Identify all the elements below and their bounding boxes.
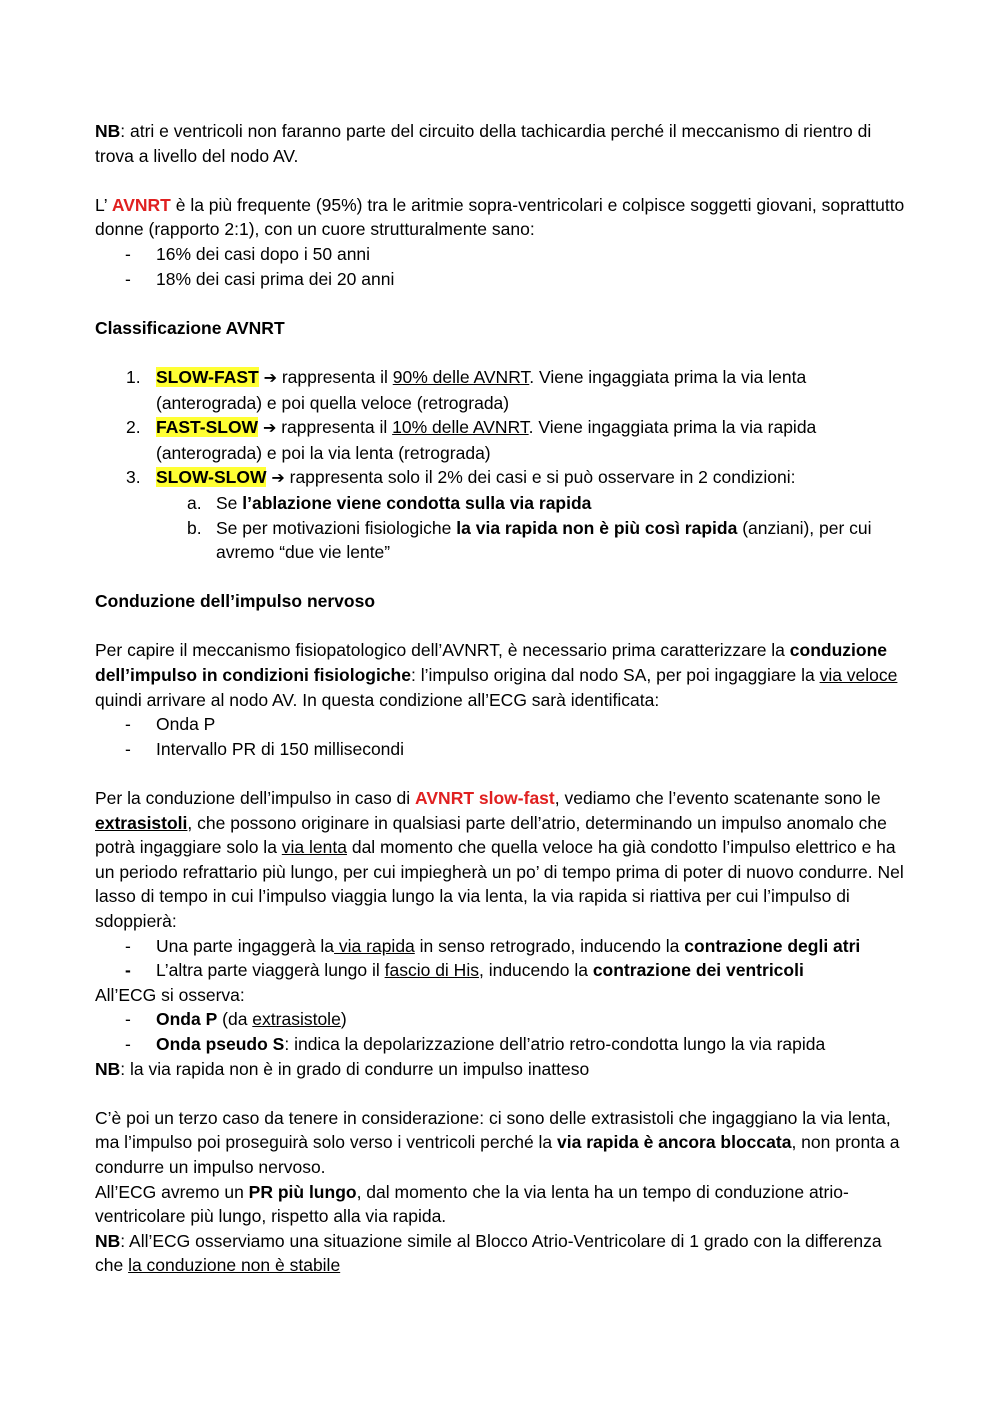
classification-item: 2. FAST-SLOW ➔ rappresenta il 10% delle AVNRT. Viene ingaggiata prima la via rapida (anterograda) e poi la via lenta (retrograda) (126, 417, 817, 463)
nb-text: : atri e ventricoli non faranno parte del circuito della tachicardia perché il meccanismo di rientro di trova a livello del nodo AV. (95, 121, 872, 166)
slow-slow-tag: SLOW-SLOW (156, 467, 267, 488)
ecg-bullet-list (95, 1007, 905, 1056)
intro-prefix: L’ (95, 194, 112, 215)
sub-item: b. Se per motivazioni fisiologiche la via rapida non è più così rapida (anziani), per cui avremo “due vie lente” (187, 517, 872, 563)
document-page (95, 119, 905, 1278)
intro-bullet-list (95, 242, 905, 291)
list-item: - Onda P (125, 714, 216, 735)
nb-paragraph-2: NB: la via rapida non è in grado di condurre un impulso inatteso (95, 1058, 590, 1079)
slow-slow-sublist (156, 491, 905, 565)
sub-item: a. Se l’ablazione viene condotta sulla via rapida (187, 492, 592, 513)
nb-label: NB (95, 121, 121, 141)
nb-paragraph-1 (95, 119, 905, 168)
conduction-heading: Conduzione dell’impulso nervoso (95, 591, 376, 612)
classification-list (95, 365, 905, 565)
right-arrow-icon: ➔ (271, 468, 285, 488)
split-bullet-list (95, 934, 905, 983)
slow-fast-tag: SLOW-FAST (156, 366, 259, 387)
list-item: - Intervallo PR di 150 millisecondi (125, 738, 405, 759)
avnrt-intro-paragraph (95, 193, 905, 242)
list-item: - Onda P (da extrasistole) (125, 1009, 347, 1030)
third-case-paragraph: C’è poi un terzo caso da tenere in considerazione: ci sono delle extrasistoli che ingaggiano la via lenta, ma l’impulso poi proseguirà solo verso i ventricoli perché la via rapida è ancora bloccata, non pronta a condurre un impulso nervoso. (95, 1107, 900, 1177)
ecg-label: All’ECG si osserva: (95, 984, 245, 1005)
classification-item: 3. SLOW-SLOW ➔ rappresenta solo il 2% dei casi e si può osservare in 2 condizioni: a. Se l’ablazione viene condotta sulla via rapida b. Se per motivazioni fisiologiche la via rapida non è più così rapida (anziani), per cui avremo “due vie lente” (95, 465, 905, 564)
conduction-paragraph: Per capire il meccanismo fisiopatologico dell’AVNRT, è necessario prima caratterizzare la conduzione dell’impulso in condizioni fisiologiche: l’impulso origina dal nodo SA, per poi ingaggiare la via veloce quindi arrivare al nodo AV. In questa condizione all’ECG sarà identificata: (95, 640, 898, 710)
list-item: - Una parte ingaggerà la via rapida in senso retrogrado, inducendo la contrazione degli atri (125, 935, 861, 956)
conduction-bullet-list (95, 712, 905, 761)
list-item: - L’altra parte viaggerà lungo il fascio di His, inducendo la contrazione dei ventricoli (125, 960, 804, 981)
fast-slow-tag: FAST-SLOW (156, 417, 259, 438)
list-item: - Onda pseudo S: indica la depolarizzazione dell’atrio retro-condotta lungo la via rapida (125, 1033, 826, 1054)
list-item: - 16% dei casi dopo i 50 anni (125, 243, 371, 264)
nb-paragraph-3: NB: All’ECG osserviamo una situazione simile al Blocco Atrio-Ventricolare di 1 grado con la differenza che la conduzione non è stabile (95, 1230, 882, 1276)
slow-fast-paragraph: Per la conduzione dell’impulso in caso di AVNRT slow-fast, vediamo che l’evento scatenante sono le extrasistoli, che possono originare in qualsiasi parte dell’atrio, determinando un impulso anomalo che potrà ingaggiare solo la via lenta dal momento che quella veloce ha già condotto l’impulso elettrico e ha un periodo refrattario più lungo, per cui impiegherà un po’ di tempo prima di poter di nuovo condurre. Nel lasso di tempo in cui l’impulso viaggia lungo la via lenta, la via rapida si riattiva per cui l’impulso di sdoppierà: (95, 788, 904, 931)
intro-text: è la più frequente (95%) tra le aritmie sopra-ventricolari e colpisce soggetti giovani, soprattutto donne (rapporto 2:1), con un cuore strutturalmente sano: (95, 194, 905, 240)
right-arrow-icon: ➔ (263, 367, 277, 387)
ecg-pr-paragraph: All’ECG avremo un PR più lungo, dal momento che la via lenta ha un tempo di conduzione atrio-ventricolare più lungo, rispetto alla via rapida. (95, 1181, 849, 1227)
avnrt-term: AVNRT (111, 194, 171, 215)
right-arrow-icon: ➔ (262, 418, 277, 438)
classification-heading: Classificazione AVNRT (95, 317, 285, 338)
list-item: - 18% dei casi prima dei 20 anni (125, 268, 395, 289)
classification-item: 1. SLOW-FAST ➔ rappresenta il 90% delle AVNRT. Viene ingaggiata prima la via lenta (anterograda) e poi quella veloce (retrograda) (126, 366, 807, 413)
